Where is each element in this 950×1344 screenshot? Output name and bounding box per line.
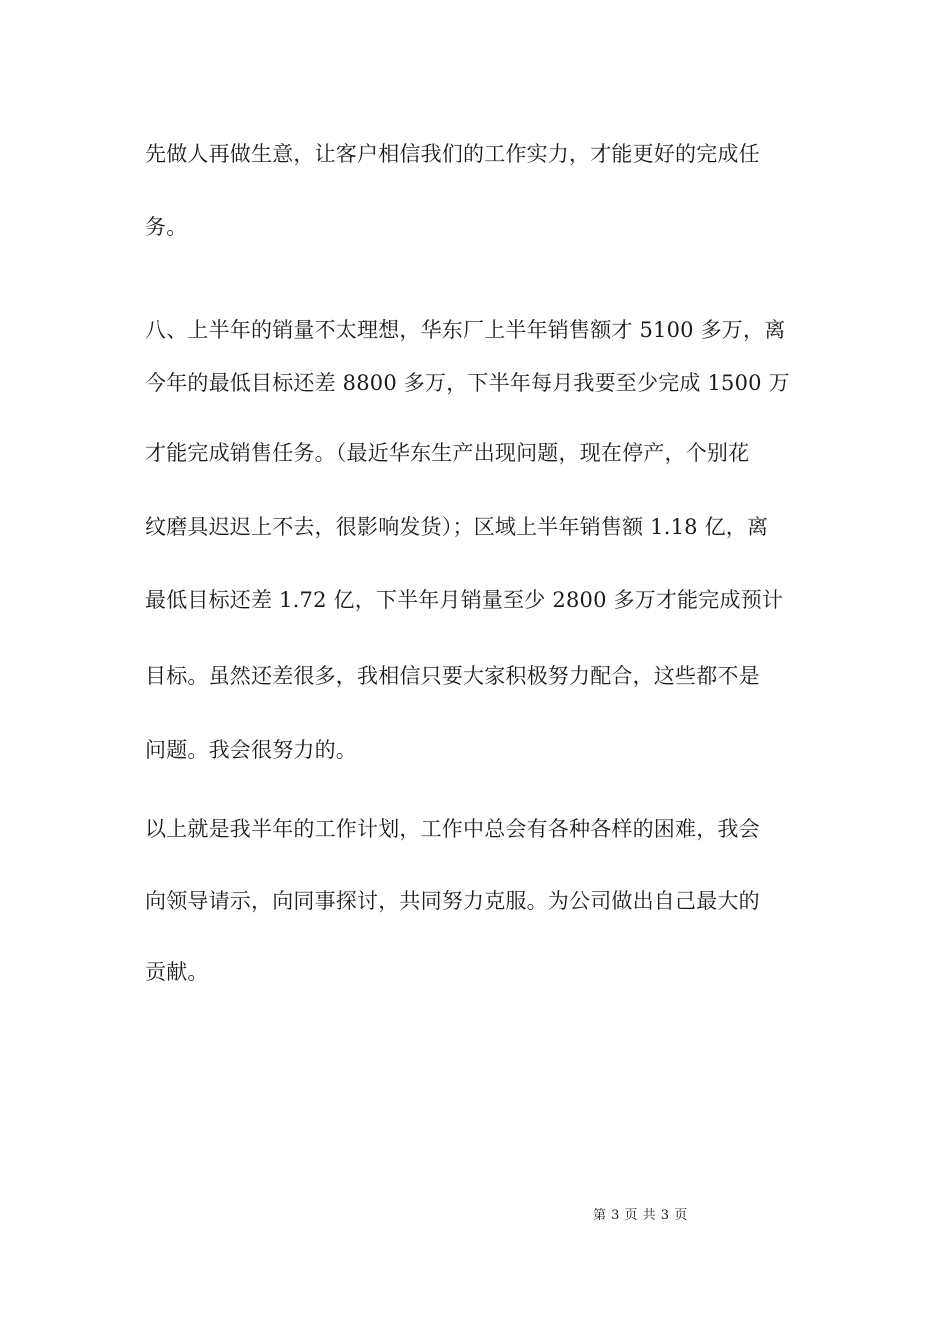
text-line: 最低目标还差 1.72 亿，下半年月销量至少 2800 多万才能完成预计 bbox=[145, 588, 784, 612]
text-line: 以上就是我半年的工作计划，工作中总会有各种各样的困难，我会 bbox=[145, 817, 760, 841]
text-line: 问题。我会很努力的。 bbox=[145, 738, 357, 762]
text-line: 先做人再做生意，让客户相信我们的工作实力，才能更好的完成任 bbox=[145, 142, 760, 166]
text-line: 目标。虽然还差很多，我相信只要大家积极努力配合，这些都不是 bbox=[145, 664, 760, 688]
text-line: 八、上半年的销量不太理想，华东厂上半年销售额才 5100 多万，离 bbox=[145, 318, 786, 342]
text-line: 今年的最低目标还差 8800 多万，下半年每月我要至少完成 1500 万 bbox=[145, 371, 790, 395]
text-line: 向领导请示，向同事探讨，共同努力克服。为公司做出自己最大的 bbox=[145, 889, 760, 913]
text-line: 贡献。 bbox=[145, 960, 209, 984]
text-line: 务。 bbox=[145, 215, 188, 239]
page-number-footer: 第 3 页 共 3 页 bbox=[593, 1208, 688, 1223]
text-line: 纹磨具迟迟上不去，很影响发货）；区域上半年销售额 1.18 亿，离 bbox=[145, 515, 769, 539]
text-line: 才能完成销售任务。（最近华东生产出现问题，现在停产，个别花 bbox=[145, 441, 750, 465]
